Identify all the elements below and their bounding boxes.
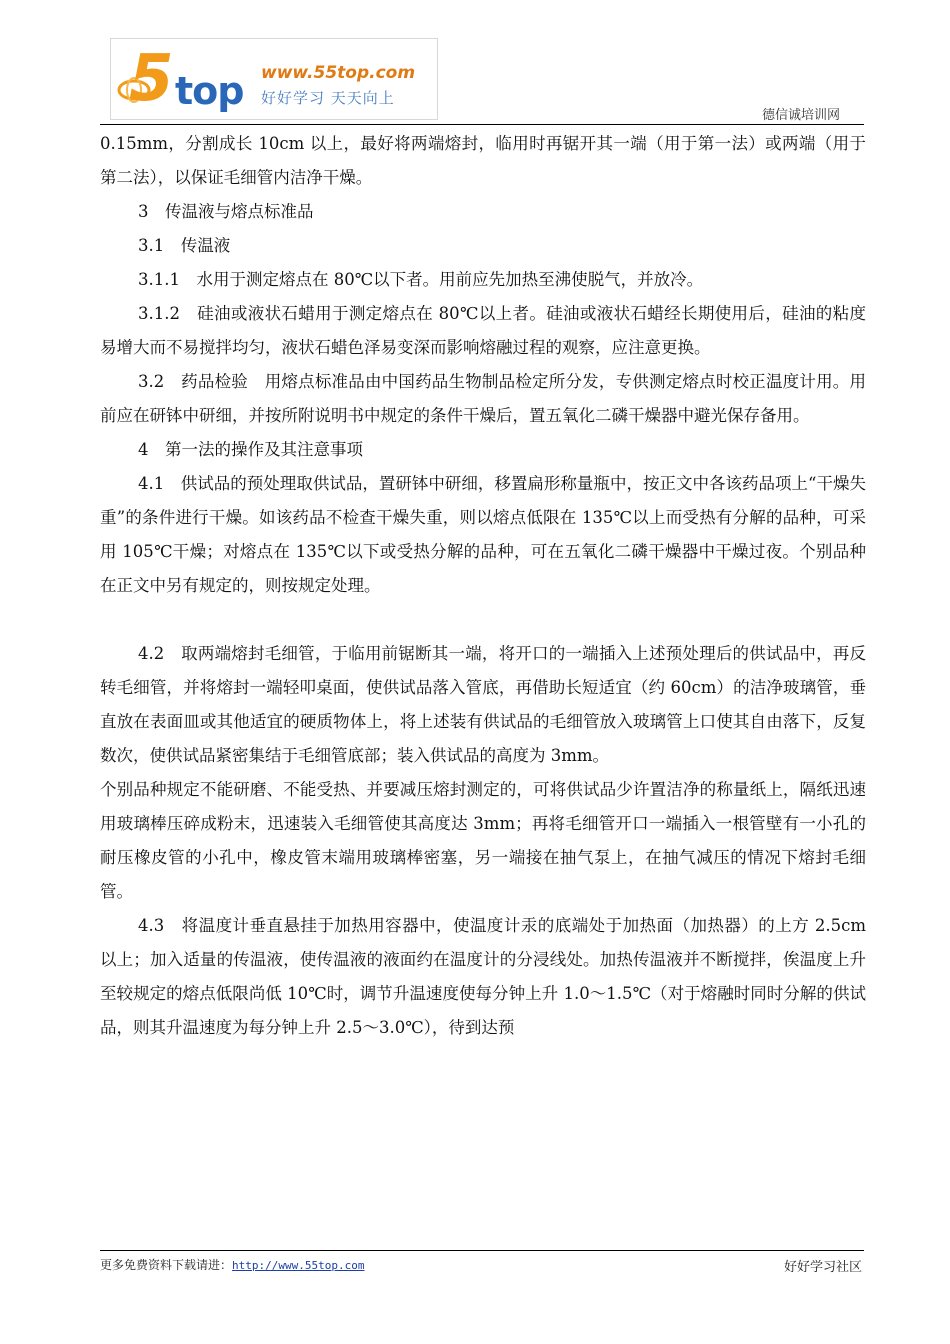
paragraph: 4.3 将温度计垂直悬挂于加热用容器中，使温度计汞的底端处于加热面（加热器）的上方 2.5cm 以上；加入适量的传温液，使传温液的液面约在温度计的分浸线处。加热传温液并不断搅拌，俟温度上升至较规定的熔点低限尚低 10℃时，调节升温速度使每分钟上升 1.0～1.5℃（对于熔融时同时分解的供试品，则其升温速度为每分钟上升 2.5～3.0℃），待到达预	[100, 916, 866, 1037]
footer-link[interactable]: http://www.55top.com	[232, 1259, 365, 1272]
section-heading: 4 第一法的操作及其注意事项	[138, 440, 363, 459]
footer-community: 好好学习社区	[783, 1260, 862, 1275]
paragraph: 3.1.2 硅油或液状石蜡用于测定熔点在 80℃以上者。硅油或液状石蜡经长期使用后，硅油的粘度易增大而不易搅拌均匀，液状石蜡色泽易变深而影响熔融过程的观察，应注意更换。	[100, 304, 866, 357]
logo-slogan: 好好学习 天天向上	[261, 89, 395, 107]
logo-url: www.55top.com	[261, 63, 416, 83]
subsection-heading: 3.1 传温液	[138, 236, 231, 255]
site-logo	[110, 38, 438, 120]
paragraph: 个别品种规定不能研磨、不能受热、并要减压熔封测定的，可将供试品少许置洁净的称量纸上，隔纸迅速用玻璃棒压碎成粉末，迅速装入毛细管使其高度达 3mm；再将毛细管开口一端插入一根管壁有一小孔的耐压橡皮管的小孔中，橡皮管末端用玻璃棒密塞，另一端接在抽气泵上，在抽气减压的情况下熔封毛细管。	[100, 780, 866, 901]
site-name: 德信诚培训网	[761, 108, 840, 123]
paragraph: 4.2 取两端熔封毛细管，于临用前锯断其一端，将开口的一端插入上述预处理后的供试品中，再反转毛细管，并将熔封一端轻叩桌面，使供试品落入管底，再借助长短适宜（约 60cm）的洁净玻璃管，垂直放在表面皿或其他适宜的硬质物体上，将上述装有供试品的毛细管放入玻璃管上口使其自由落下，反复数次，使供试品紧密集结于毛细管底部；装入供试品的高度为 3mm。	[100, 644, 866, 765]
document-body	[100, 127, 866, 1045]
paragraph: 3.1.1 水用于测定熔点在 80℃以下者。用前应先加热至沸使脱气，并放冷。	[138, 270, 704, 289]
footer-prefix: 更多免费资料下载请进：	[100, 1258, 233, 1272]
paragraph: 0.15mm，分割成长 10cm 以上，最好将两端熔封，临用时再锯开其一端（用于第一法）或两端（用于第二法），以保证毛细管内洁净干燥。	[100, 134, 866, 187]
paragraph: 4.1 供试品的预处理取供试品，置研钵中研细，移置扁形称量瓶中，按正文中各该药品项上“干燥失重”的条件进行干燥。如该药品不检查干燥失重，则以熔点低限在 135℃以上而受热有分解的品种，可采用 105℃干燥；对熔点在 135℃以下或受热分解的品种，可在五氧化二磷干燥器中干燥过夜。个别品种在正文中另有规定的，则按规定处理。	[100, 474, 866, 595]
footer-divider	[100, 1250, 864, 1251]
paragraph: 3.2 药品检验 用熔点标准品由中国药品生物制品检定所分发，专供测定熔点时校正温度计用。用前应在研钵中研细，并按所附说明书中规定的条件干燥后，置五氧化二磷干燥器中避光保存备用。	[100, 372, 866, 425]
section-heading: 3 传温液与熔点标准品	[138, 202, 314, 221]
header-divider	[100, 124, 864, 125]
logo-number: 5	[129, 42, 174, 116]
logo-word: top	[175, 69, 244, 113]
footer-download-note	[100, 1256, 364, 1273]
